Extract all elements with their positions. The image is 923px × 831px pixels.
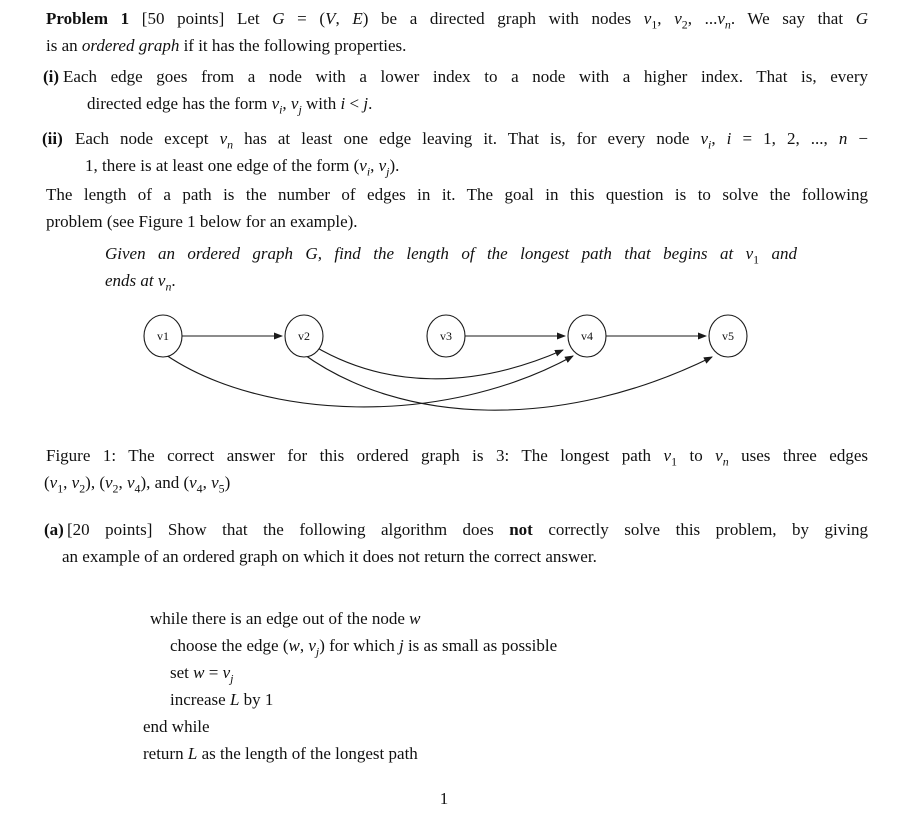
graph-node-v5: [709, 315, 747, 357]
text-line: Each edge goes from a node with a lower index to a node with a higher index. That is, every: [63, 67, 868, 86]
pseudocode-line: choose the edge (w, $v_j$) for which j is as small as possible: [170, 636, 558, 659]
text-line: Each node except $v_n$ has at least one edge leaving it. That is, for every node $v_i$, i = 1, 2, ..., n −: [75, 129, 868, 152]
pseudocode-line: end while: [143, 717, 210, 736]
problem-statement-quote: [105, 240, 797, 294]
graph-node-v1: [144, 315, 182, 357]
pseudocode-line: return L as the length of the longest path: [143, 744, 418, 763]
list-item-i: [43, 63, 868, 117]
item-label-a: (a): [44, 520, 64, 539]
text-line: The length of a path is the number of edges in it. The goal in this question is to solve the following: [46, 185, 868, 204]
pseudocode-line: set $w = v_j$: [170, 663, 234, 686]
graph-node-v4: [568, 315, 606, 357]
pseudocode-line: increase L by 1: [170, 690, 274, 709]
text-line: Problem 1 [50 points] Let G = (V, E) be a directed graph with nodes $v_1$, $v_2$, $...v_n$. We say that G: [46, 9, 868, 32]
algorithm-pseudocode: [143, 605, 843, 767]
page-number: 1: [439, 789, 449, 808]
graph-node-v3: [427, 315, 465, 357]
graph-node-v2: [285, 315, 323, 357]
text-line: is an ordered graph if it has the following properties.: [46, 36, 407, 55]
graph-node-label: v1: [157, 329, 169, 343]
graph-edge-v1-v4: [166, 355, 573, 407]
list-item-ii: [42, 125, 868, 179]
text-line: ($v_1$, $v_2$), ($v_2$, $v_4$), and ($v_4$, $v_5$): [44, 473, 231, 496]
pseudocode-line: while there is an edge out of the node w: [150, 609, 421, 628]
figure-ordered-graph: [0, 300, 923, 445]
text-line: problem (see Figure 1 below for an example).: [46, 212, 358, 231]
text-line: ends at $v_n$.: [105, 271, 176, 294]
item-label-i: (i): [43, 67, 60, 86]
graph-node-label: v5: [722, 329, 734, 343]
text-line: Figure 1: The correct answer for this ordered graph is 3: The longest path $v_1$ to $v_n$ uses three edges: [46, 446, 868, 469]
text-line: Given an ordered graph G, find the length of the longest path that begins at $v_1$ and: [105, 244, 798, 267]
part-a-item: [44, 516, 868, 570]
text-line: 1, there is at least one edge of the form ($v_i$, $v_j$).: [85, 156, 400, 179]
item-label-ii: (ii): [42, 129, 63, 148]
goal-paragraph: [46, 181, 868, 235]
graph-node-label: v2: [298, 329, 310, 343]
text-line: directed edge has the form $v_i$, $v_j$ with i < j.: [87, 94, 373, 117]
text-line: [20 points] Show that the following algorithm does not correctly solve this problem, by giving: [67, 520, 868, 539]
text-line: an example of an ordered graph on which it does not return the correct answer.: [62, 547, 597, 566]
graph-node-label: v4: [581, 329, 593, 343]
graph-edge-v2-v5: [302, 353, 712, 410]
intro-paragraph: [46, 5, 868, 59]
figure-caption: [46, 442, 868, 496]
graph-node-label: v3: [440, 329, 452, 343]
